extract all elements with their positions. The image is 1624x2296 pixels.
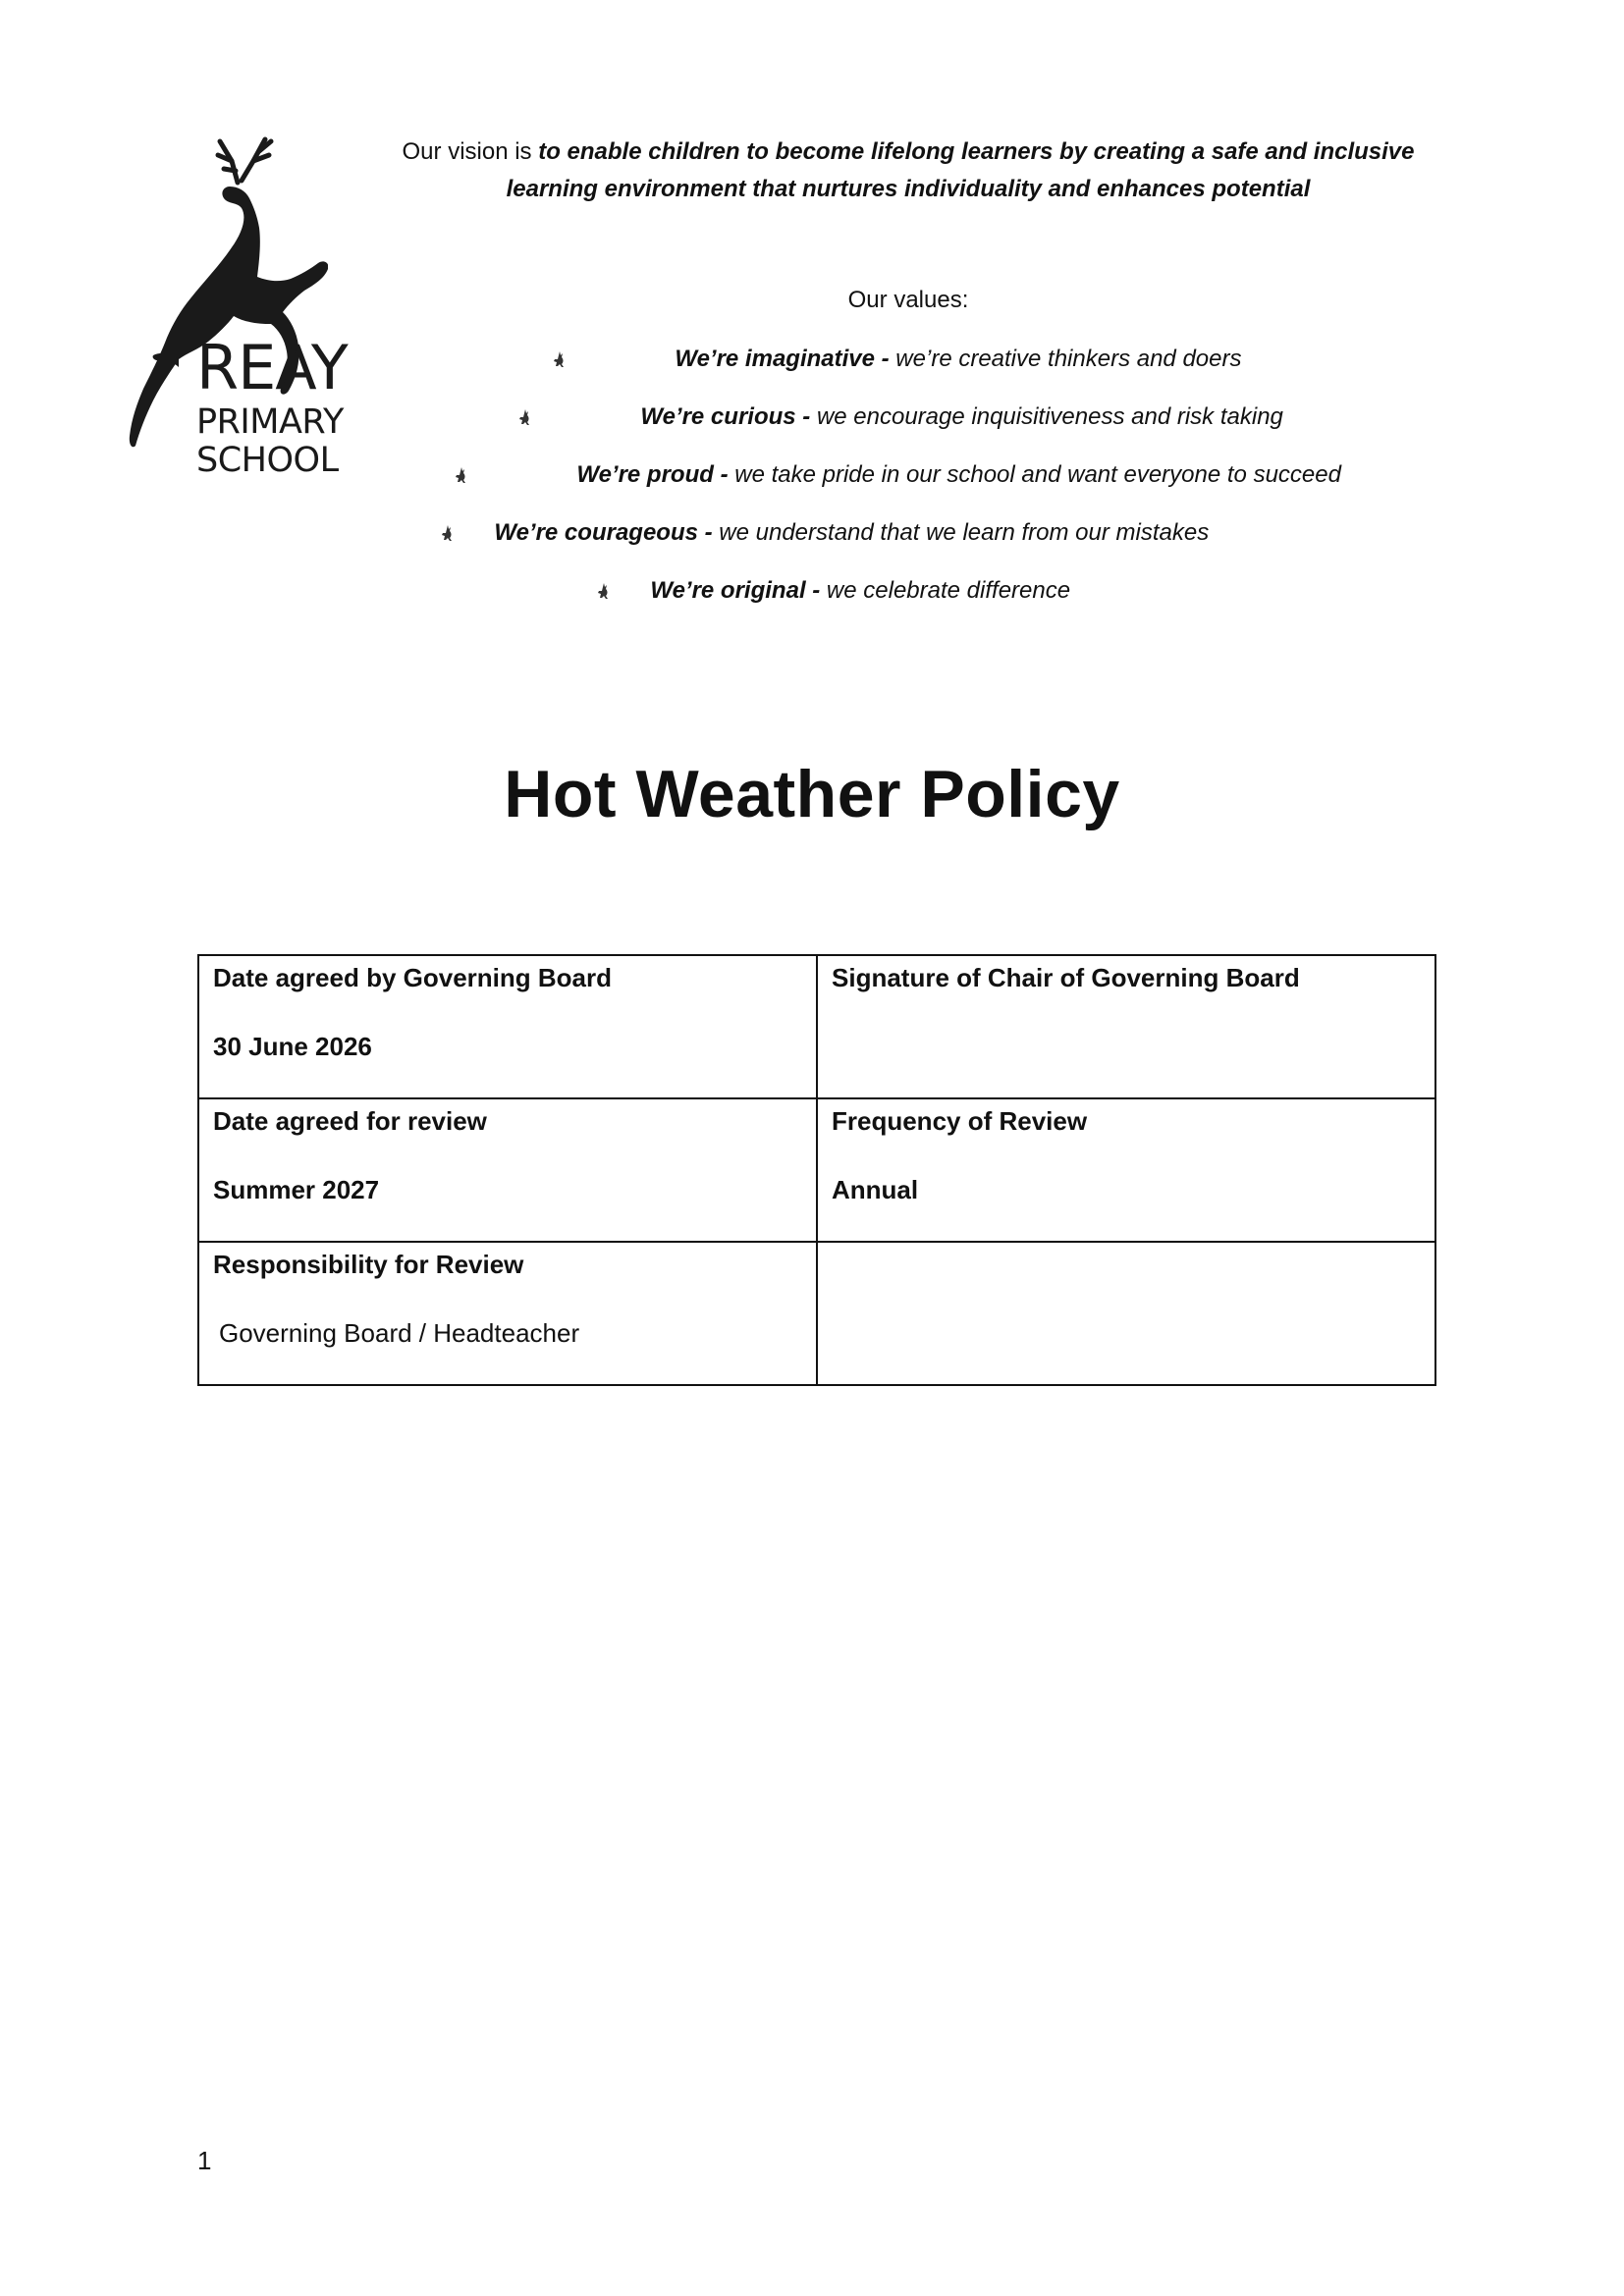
date-agreed-value: 30 June 2026 <box>213 1032 372 1061</box>
school-logo <box>122 132 357 485</box>
frequency-value: Annual <box>832 1175 919 1204</box>
value-item <box>454 461 1341 489</box>
responsibility-label: Responsibility for Review <box>213 1250 524 1279</box>
value-text: we take pride in our school and want everyone to succeed <box>728 461 1341 488</box>
value-text: we understand that we learn from our mistakes <box>712 519 1210 546</box>
deer-bullet-icon <box>596 582 610 600</box>
page-title: Hot Weather Policy <box>504 757 1120 831</box>
deer-bullet-icon <box>552 350 566 368</box>
value-text: we encourage inquisitiveness and risk taking <box>810 403 1283 430</box>
date-agreed-label: Date agreed by Governing Board <box>213 963 612 992</box>
policy-info-table <box>197 954 1436 1386</box>
value-item <box>596 577 1070 605</box>
review-date-value: Summer 2027 <box>213 1175 380 1204</box>
vision-prefix: Our vision is <box>402 138 539 165</box>
signature-label: Signature of Chair of Governing Board <box>832 963 1300 992</box>
deer-bullet-icon <box>440 524 454 542</box>
responsibility-value: Governing Board / Headteacher <box>219 1318 580 1348</box>
value-item <box>517 403 1283 431</box>
value-name: We’re curious - <box>640 403 811 430</box>
table-cell <box>198 1242 817 1385</box>
value-item <box>552 346 1241 373</box>
review-date-label: Date agreed for review <box>213 1106 487 1136</box>
vision-emphasis: to enable children to become lifelong learners by creating a safe and inclusive learning environment that nurtures individuality and enhances potential <box>506 138 1415 202</box>
deer-bullet-icon <box>454 466 467 484</box>
logo-text-primary: PRIMARY <box>196 402 344 442</box>
value-text: we celebrate difference <box>820 577 1071 604</box>
logo-text-reay: REAY <box>196 332 348 403</box>
value-name: We’re original - <box>650 577 821 604</box>
table-cell <box>198 955 817 1098</box>
table-row <box>198 1242 1435 1385</box>
deer-bullet-icon <box>517 408 531 426</box>
table-cell <box>817 955 1435 1098</box>
value-name: We’re proud - <box>576 461 729 488</box>
table-row <box>198 1098 1435 1242</box>
vision-statement <box>363 133 1453 208</box>
value-text: we’re creative thinkers and doers <box>889 346 1242 372</box>
table-cell <box>198 1098 817 1242</box>
frequency-label: Frequency of Review <box>832 1106 1088 1136</box>
table-cell-empty <box>817 1242 1435 1385</box>
value-name: We’re courageous - <box>494 519 713 546</box>
logo-text-school: SCHOOL <box>196 441 339 480</box>
table-row <box>198 955 1435 1098</box>
table-cell <box>817 1098 1435 1242</box>
values-heading: Our values: <box>847 287 969 313</box>
value-name: We’re imaginative - <box>675 346 890 372</box>
page-number: 1 <box>197 2146 212 2175</box>
value-item <box>440 519 1209 547</box>
